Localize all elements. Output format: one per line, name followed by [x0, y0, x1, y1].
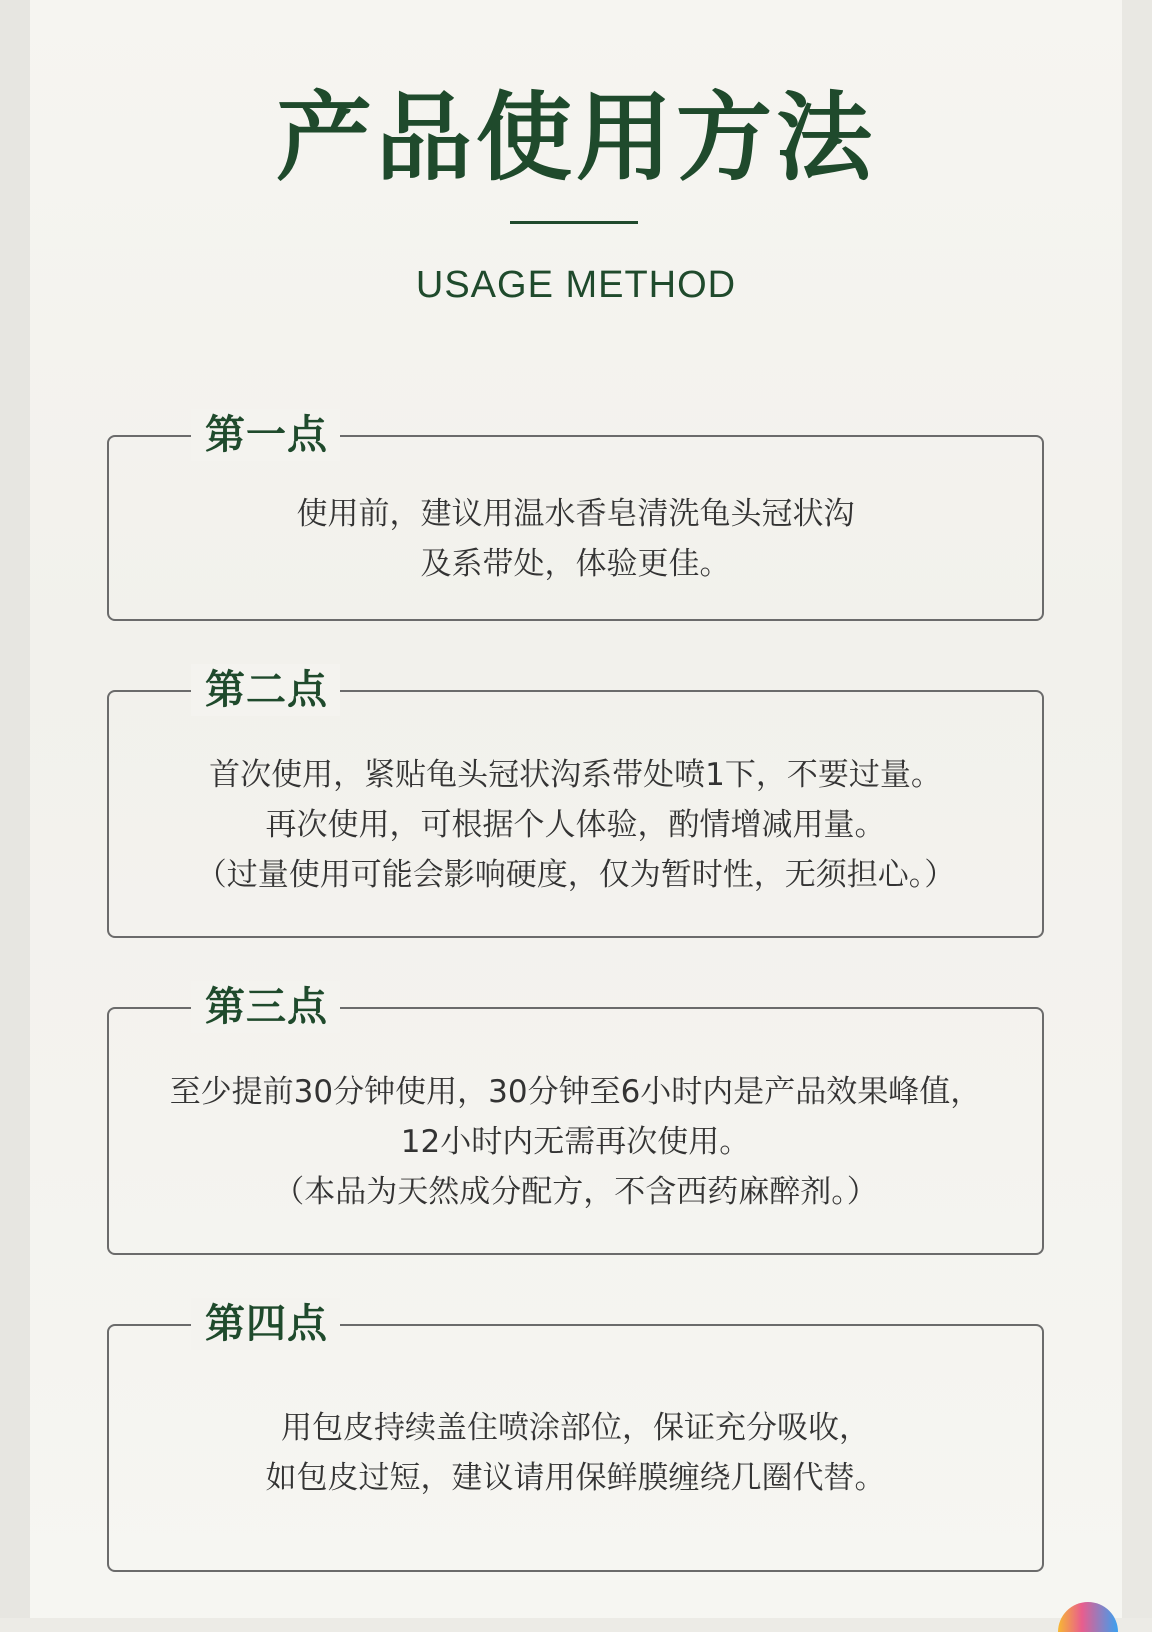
- card-4-label: 第四点: [191, 1298, 340, 1350]
- card-3-line-1: 至少提前30分钟使用，30分钟至6小时内是产品效果峰值，: [169, 1074, 982, 1110]
- card-1-label: 第一点: [191, 409, 340, 461]
- card-3-line-3: （本品为天然成分配方，不含西药麻醉剂。）: [273, 1174, 878, 1210]
- usage-card-3: [107, 984, 1044, 1255]
- card-1-body: [109, 489, 1042, 589]
- card-2-line-2: 再次使用，可根据个人体验，酌情增减用量。: [265, 807, 886, 843]
- card-3-body: [109, 1067, 1042, 1217]
- usage-card-1: [107, 412, 1044, 621]
- card-1-line-2: 及系带处，体验更佳。: [420, 546, 731, 582]
- card-1-line-1: 使用前，建议用温水香皂清洗龟头冠状沟: [296, 496, 855, 532]
- card-2-line-3: （过量使用可能会影响硬度，仅为暂时性，无须担心。）: [195, 857, 956, 893]
- card-2-line-1: 首次使用，紧贴龟头冠状沟系带处喷1下，不要过量。: [209, 757, 942, 793]
- usage-card-2: [107, 667, 1044, 938]
- page-subtitle: USAGE METHOD: [415, 264, 737, 306]
- card-4-line-1: 用包皮持续盖住喷涂部位，保证充分吸收，: [281, 1410, 870, 1446]
- title-divider: [510, 221, 638, 224]
- page-title: 产品使用方法: [276, 82, 876, 194]
- card-3-line-2: 12小时内无需再次使用。: [400, 1124, 751, 1160]
- card-4-line-2: 如包皮过短，建议请用保鲜膜缠绕几圈代替。: [265, 1460, 886, 1496]
- card-3-label: 第三点: [191, 981, 340, 1033]
- card-2-body: [109, 750, 1042, 900]
- usage-card-4: [107, 1301, 1044, 1572]
- left-margin: [0, 0, 30, 1618]
- card-2-label: 第二点: [191, 664, 340, 716]
- right-margin: [1122, 0, 1152, 1618]
- card-4-body: [109, 1403, 1042, 1503]
